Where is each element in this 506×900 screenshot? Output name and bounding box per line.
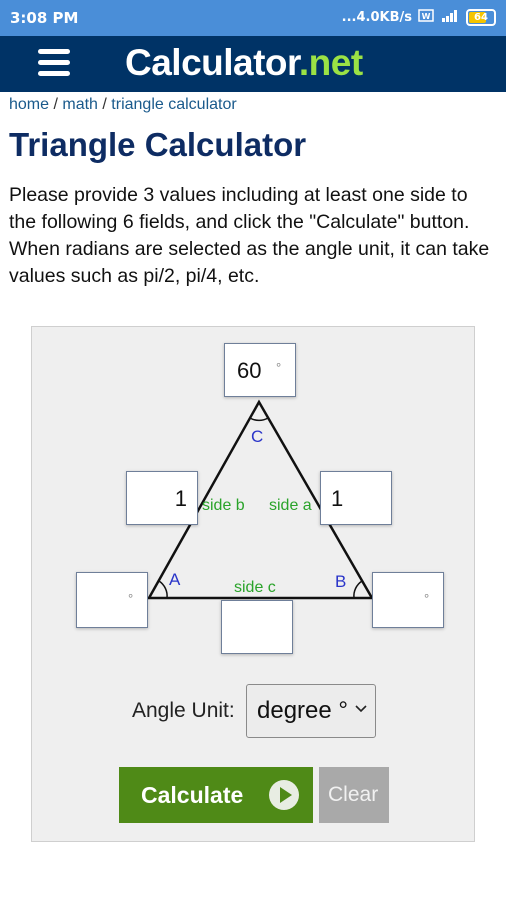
angle-a-label: A [169,570,181,589]
status-bar [0,0,506,36]
angle-b-arc [354,581,362,598]
signal-icon [440,9,460,26]
side-a-input[interactable] [320,471,392,525]
angle-b-degree-symbol: ° [424,591,430,606]
breadcrumb-math[interactable]: math [62,96,98,113]
calculator-panel [31,326,475,842]
logo-suffix: .net [298,42,363,83]
side-b-label: side b [202,497,245,514]
network-speed: ...4.0KB/s [341,10,412,25]
clear-label: Clear [328,783,379,806]
angle-c-input[interactable] [224,343,296,397]
status-icons [342,9,496,26]
side-c-input[interactable] [221,600,293,654]
site-header [0,36,506,92]
angle-unit-select[interactable] [246,684,376,738]
side-a-label: side a [269,497,312,514]
side-b-value: 1 [174,486,187,511]
battery-level: 64 [474,12,488,23]
breadcrumb-triangle-calculator[interactable]: triangle calculator [111,96,237,113]
play-icon [269,780,299,810]
calculate-label: Calculate [141,782,244,808]
breadcrumb-home[interactable]: home [9,96,50,113]
site-logo[interactable] [125,42,363,84]
chevron-down-icon [355,701,367,716]
angle-c-label: C [251,427,264,446]
intro-text: Please provide 3 values including at least one side to the following 6 fields, and click the "Calculate" button. When radians are selected as the angle unit, it can take values such as pi/2, pi/4, etc. [9,184,490,287]
wifi-icon [418,9,434,26]
angle-c-arc [250,418,268,420]
side-c-label: side c [234,579,276,596]
angle-unit-value: degree ° [257,697,348,724]
angle-b-input[interactable] [372,572,444,628]
battery-icon [466,9,496,26]
angle-c-degree-symbol: ° [276,360,282,375]
angle-b-label: B [335,572,347,591]
side-b-input[interactable] [126,471,198,525]
menu-icon[interactable] [38,49,70,79]
calculate-button[interactable] [119,767,313,823]
angle-unit-label: Angle Unit: [132,699,235,722]
breadcrumb [9,96,237,114]
svg-text:W: W [421,12,431,21]
logo-main: Calculator [125,42,299,83]
angle-a-input[interactable] [76,572,148,628]
breadcrumb-separator: / [97,96,112,113]
page-title: Triangle Calculator [9,126,307,163]
breadcrumb-separator: / [49,96,63,113]
status-time: 3:08 PM [10,9,79,27]
angle-a-degree-symbol: ° [128,591,134,606]
angle-a-arc [159,581,167,598]
angle-c-value: 60 [237,358,262,383]
side-a-value: 1 [331,486,344,511]
clear-button[interactable] [319,767,389,823]
